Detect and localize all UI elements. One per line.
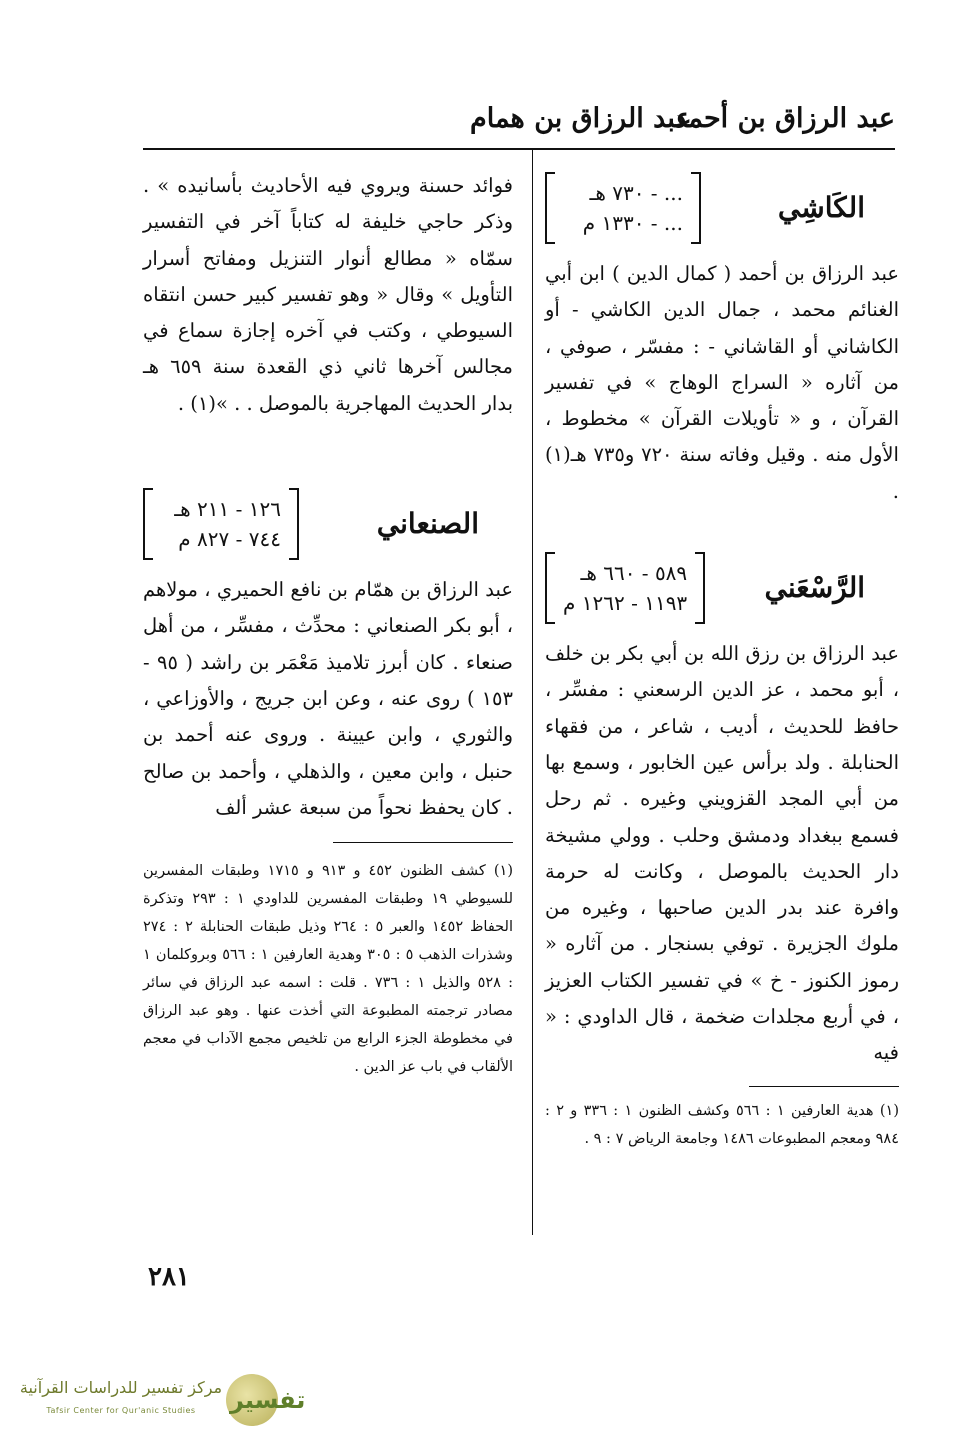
publisher-logo bbox=[18, 1372, 306, 1430]
date-gregorian: ... - ١٣٣٠ م bbox=[582, 211, 683, 235]
left-column bbox=[143, 168, 513, 1081]
date-hijri: ... - ٧٣٠ هـ bbox=[589, 181, 683, 205]
column-divider bbox=[532, 150, 533, 1235]
right-column bbox=[545, 172, 899, 1153]
footnote: (١) كشف الظنون ٤٥٢ و ٩١٣ و ١٧١٥ وطبقات المفسرين للسيوطي ١٩ وطبقات المفسرين للداودي ١ : ٢٩٣ وتذكرة الحفاظ ١٤٥٢ والعبر ٥ : ٢٦٤ وذيل طبقات الحنابلة ٢ : ٢٧٤ وشذرات الذهب ٥ : ٣٠٥ وهدية العارفين ١ : ٥٦٦ وبروكلمان ١ : ٥٢٨ والذيل ١ : ٧٣٦ . قلت : اسمه عبد الرزاق في سائر مصادر ترجمته المطبوعة التي أخذت عنها . وهو عبد الرزاق في مخطوطة الجزء الرابع من تلخيص مجمع الآداب في معجم الألقاب في باب عز الدين . bbox=[143, 863, 513, 1076]
continuation-text: فوائد حسنة ويروي فيه الأحاديث بأسانيده » . وذكر حاجي خليفة له كتاباً آخر في التفسير سمّاه « مطالع أنوار التنزيل ومفاتح أسرار التأويل » وقال « وهو تفسير كبير حسن انتقاه السيوطي ، وكتب في آخره إجازة سماع في مجالس آخرها ثاني ذي القعدة سنة ٦٥٩ هـ بدار الحديث المهاجرية بالموصل . . »(١) . bbox=[143, 174, 513, 415]
entry-name: الصنعاني bbox=[376, 506, 479, 540]
date-bracket bbox=[545, 552, 705, 624]
entry-heading-rasani bbox=[545, 552, 899, 624]
entry-text: عبد الرزاق بن همّام بن نافع الحميري ، مولاهم ، أبو بكر الصنعاني : محدِّث ، مفسِّر ، من أهل صنعاء . كان أبرز تلاميذ مَعْمَر بن راشد ( ٩٥ - ١٥٣ ) روى عنه ، وعن ابن جريج ، والأوزاعي ، والثوري ، وابن عيينة . وروى عنه أحمد بن حنبل ، وابن معين ، والذهلي ، وأحمد بن صالح . كان يحفظ نحواً من سبعة عشر ألف bbox=[143, 578, 513, 819]
entry-heading-kashi bbox=[545, 172, 899, 244]
header-rule bbox=[143, 148, 895, 150]
running-header-left: عبد الرزاق بن همام bbox=[470, 103, 692, 134]
logo-word: تفسير bbox=[230, 1386, 306, 1414]
date-gregorian: ٧٤٤ - ٨٢٧ م bbox=[178, 527, 281, 552]
footnote: (١) هدية العارفين ١ : ٥٦٦ وكشف الظنون ١ : ٣٣٦ و ٢ : ٩٨٤ ومعجم المطبوعات ١٤٨٦ وجامعة الرياض ٧ : ٩ . bbox=[545, 1102, 899, 1147]
entry-text: عبد الرزاق بن رزق الله بن أبي بكر بن خلف ، أبو محمد ، عز الدين الرسعني : مفسِّر ، حافظ للحديث ، أديب ، شاعر ، من فقهاء الحنابلة . ولد برأس عين الخابور ، وسمع بها من أبي المجد القزويني وغيره . ثم رحل فسمع ببغداد ودمشق وحلب . وولي مشيخة دار الحديث بالموصل ، وكانت له حرمة وافرة عند بدر الدين صاحبها ، وغيره من ملوك الجزيرة . توفي بسنجار . من آثاره « رموز الكنوز - خ » في تفسير الكتاب العزيز ، في أربع مجلدات ضخمة ، قال الداودي : « فيه bbox=[545, 642, 899, 1065]
entry-name: الرَّسْعَني bbox=[764, 570, 865, 604]
date-bracket bbox=[143, 488, 299, 560]
logo-title: مركز تفسير للدراسات القرآنية bbox=[19, 1378, 223, 1397]
logo-subtitle: Tafsir Center for Qur'anic Studies bbox=[46, 1406, 196, 1415]
entry-text: عبد الرزاق بن أحمد ( كمال الدين ) ابن أبي الغنائم محمد ، جمال الدين الكاشي - أو الكاشاني أو القاشاني - : مفسّر ، صوفي ، من آثاره « السراج الوهاج » في تفسير القرآن ، و « تأويلات القرآن » مخطوط ، الأول منه . وقيل وفاته سنة ٧٢٠ و٧٣٥ هـ(١) . bbox=[545, 262, 899, 503]
date-bracket bbox=[545, 172, 701, 244]
entry-heading-sanani bbox=[143, 488, 513, 560]
date-hijri: ١٢٦ - ٢١١ هـ bbox=[174, 497, 281, 522]
date-gregorian: ١١٩٣ - ١٢٦٢ م bbox=[563, 591, 688, 616]
running-header-right: عبد الرزاق بن أحمد bbox=[674, 103, 895, 134]
page-number: ٢٨١ bbox=[148, 1262, 190, 1292]
date-hijri: ٥٨٩ - ٦٦٠ هـ bbox=[580, 561, 688, 586]
entry-name: الكَاشِي bbox=[777, 190, 865, 224]
